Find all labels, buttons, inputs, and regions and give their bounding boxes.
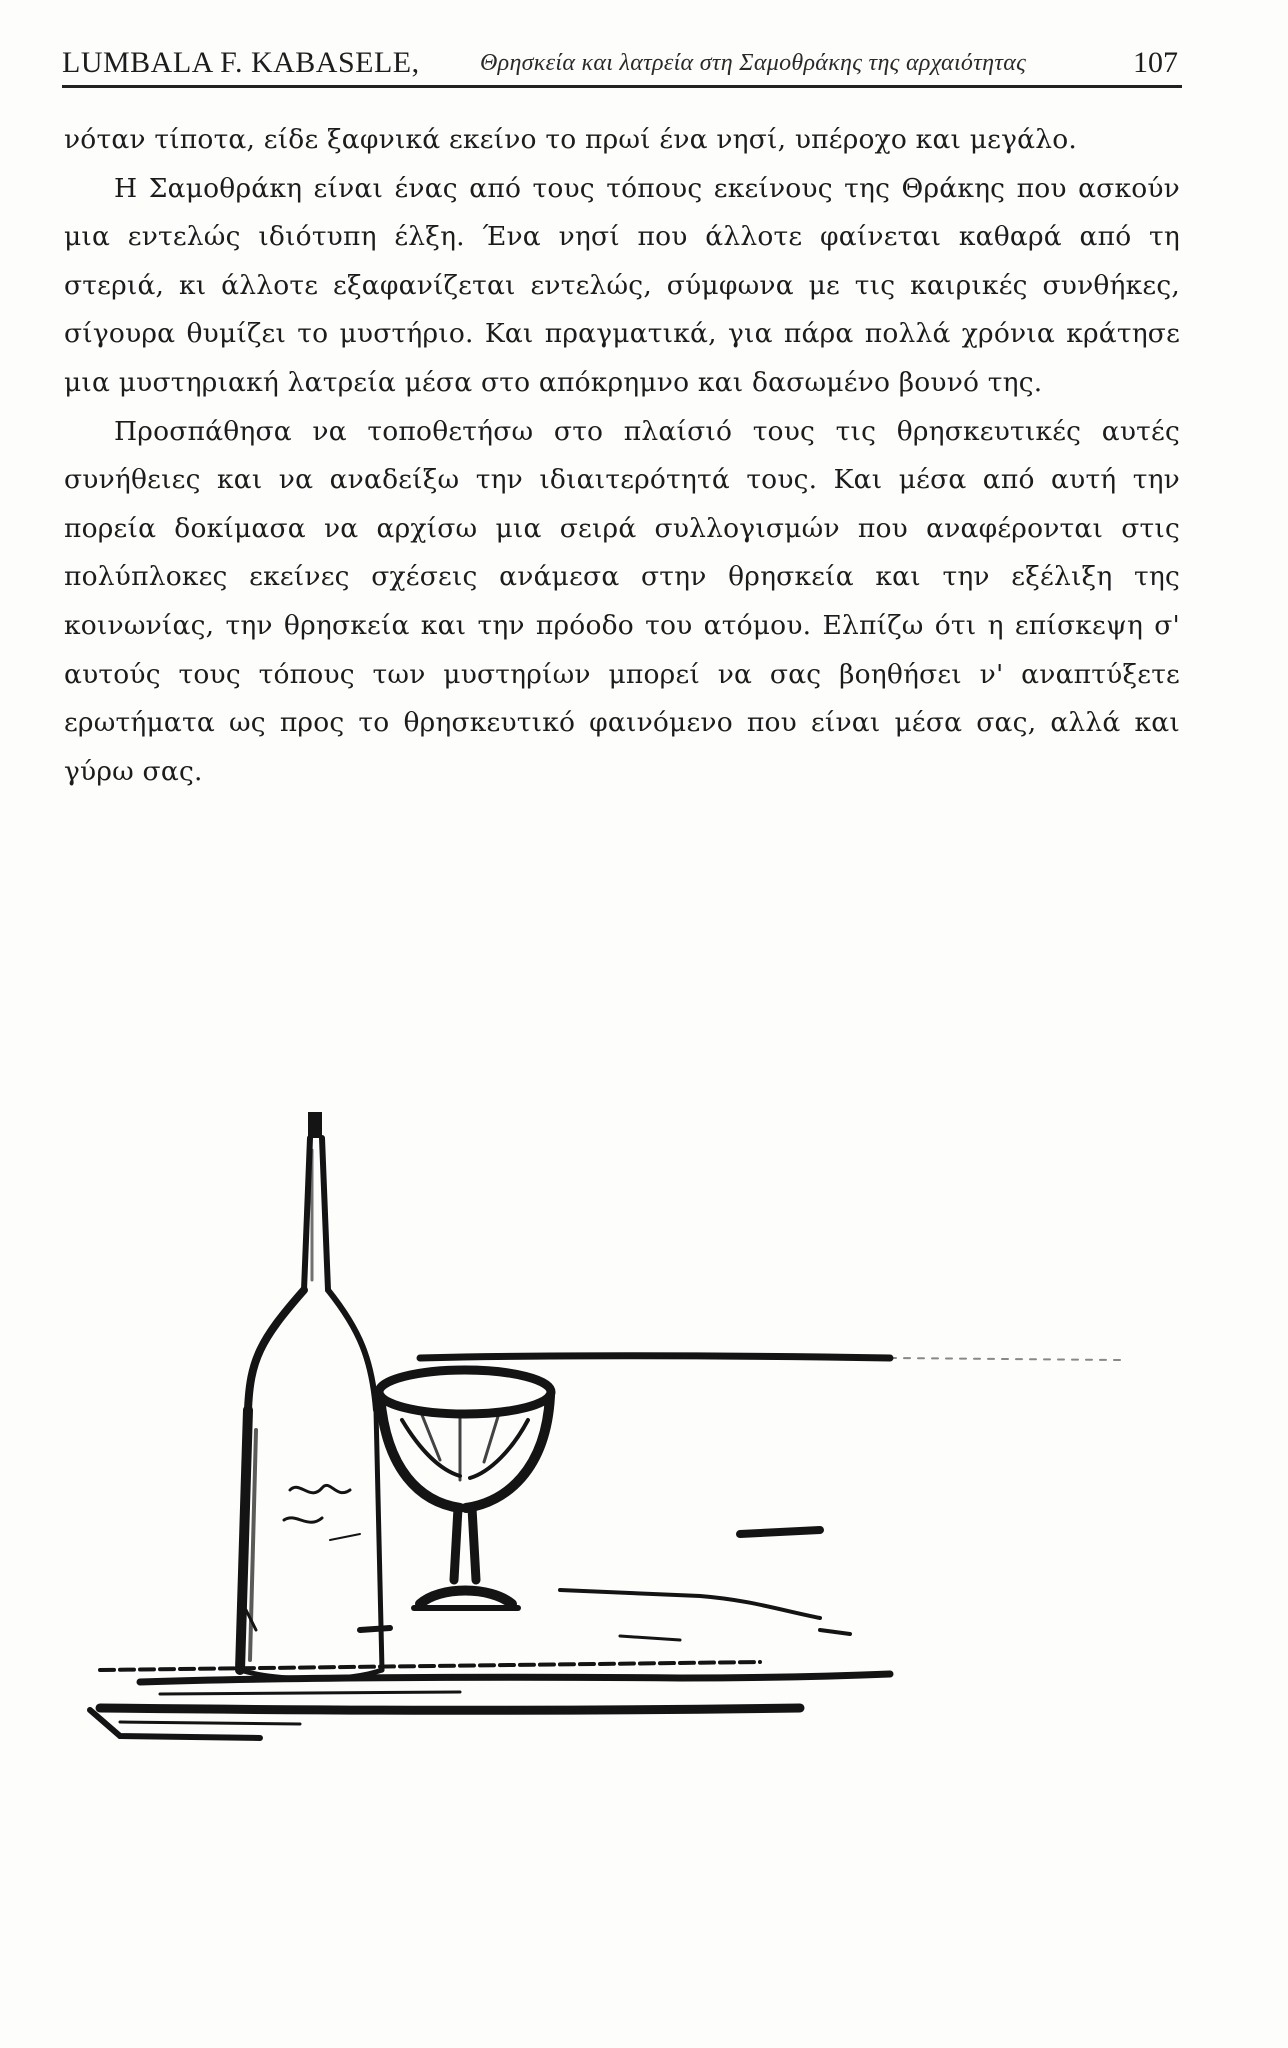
- bottle-drawing: [240, 1112, 382, 1679]
- paragraph-continuation: νόταν τίποτα, είδε ξαφνικά εκείνο το πρωί ένα νησί, υπέροχο και μεγάλο.: [64, 124, 1078, 155]
- running-head-author: LUMBALA F. KABASELE,: [62, 46, 420, 79]
- running-head: [62, 44, 1182, 88]
- body-text: [64, 116, 1180, 796]
- running-head-title: Θρησκεία και λατρεία στη Σαμοθράκης της αρχαιότητας: [480, 50, 1027, 76]
- goblet-drawing: [379, 1370, 551, 1608]
- paragraph-samothrace: Η Σαμοθράκη είναι ένας από τους τόπους εκείνους της Θράκης που ασκούν μια εντελώς ιδιότυπη έλξη. Ένα νησί που άλλοτε φαίνεται καθαρά από τη στεριά, κι άλλοτε εξαφανίζεται εντελώς, σύμφωνα με τις καιρικές συνθήκες, σίγουρα θυμίζει το μυστήριο. Και πραγματικά, για πάρα πολλά χρόνια κράτησε μια μυστηριακή λατρεία μέσα στο απόκρημνο και δασωμένο βουνό της.: [64, 172, 1180, 398]
- bottle-and-goblet-sketch: [60, 1110, 1140, 1750]
- page-number: 107: [1133, 46, 1178, 79]
- paragraph-attempt: Προσπάθησα να τοποθετήσω στο πλαίσιό τους τις θρησκευτικές αυτές συνήθειες και να αναδείξω την ιδιαιτερότητά τους. Και μέσα από αυτή την πορεία δοκίμασα να αρχίσω μια σειρά συλλογισμών που αναφέρονται στις πολύπλοκες εκείνες σχέσεις ανάμεσα στην θρησκεία και την εξέλιξη της κοινωνίας, την θρησκεία και την πρόοδο του ατόμου. Ελπίζω ότι η επίσκεψη σ' αυτούς τους τόπους των μυστηρίων μπορεί να σας βοηθήσει ν' αναπτύξετε ερωτήματα ως προς το θρησκευτικό φαινόμενο που είναι μέσα σας, αλλά και γύρω σας.: [64, 415, 1180, 787]
